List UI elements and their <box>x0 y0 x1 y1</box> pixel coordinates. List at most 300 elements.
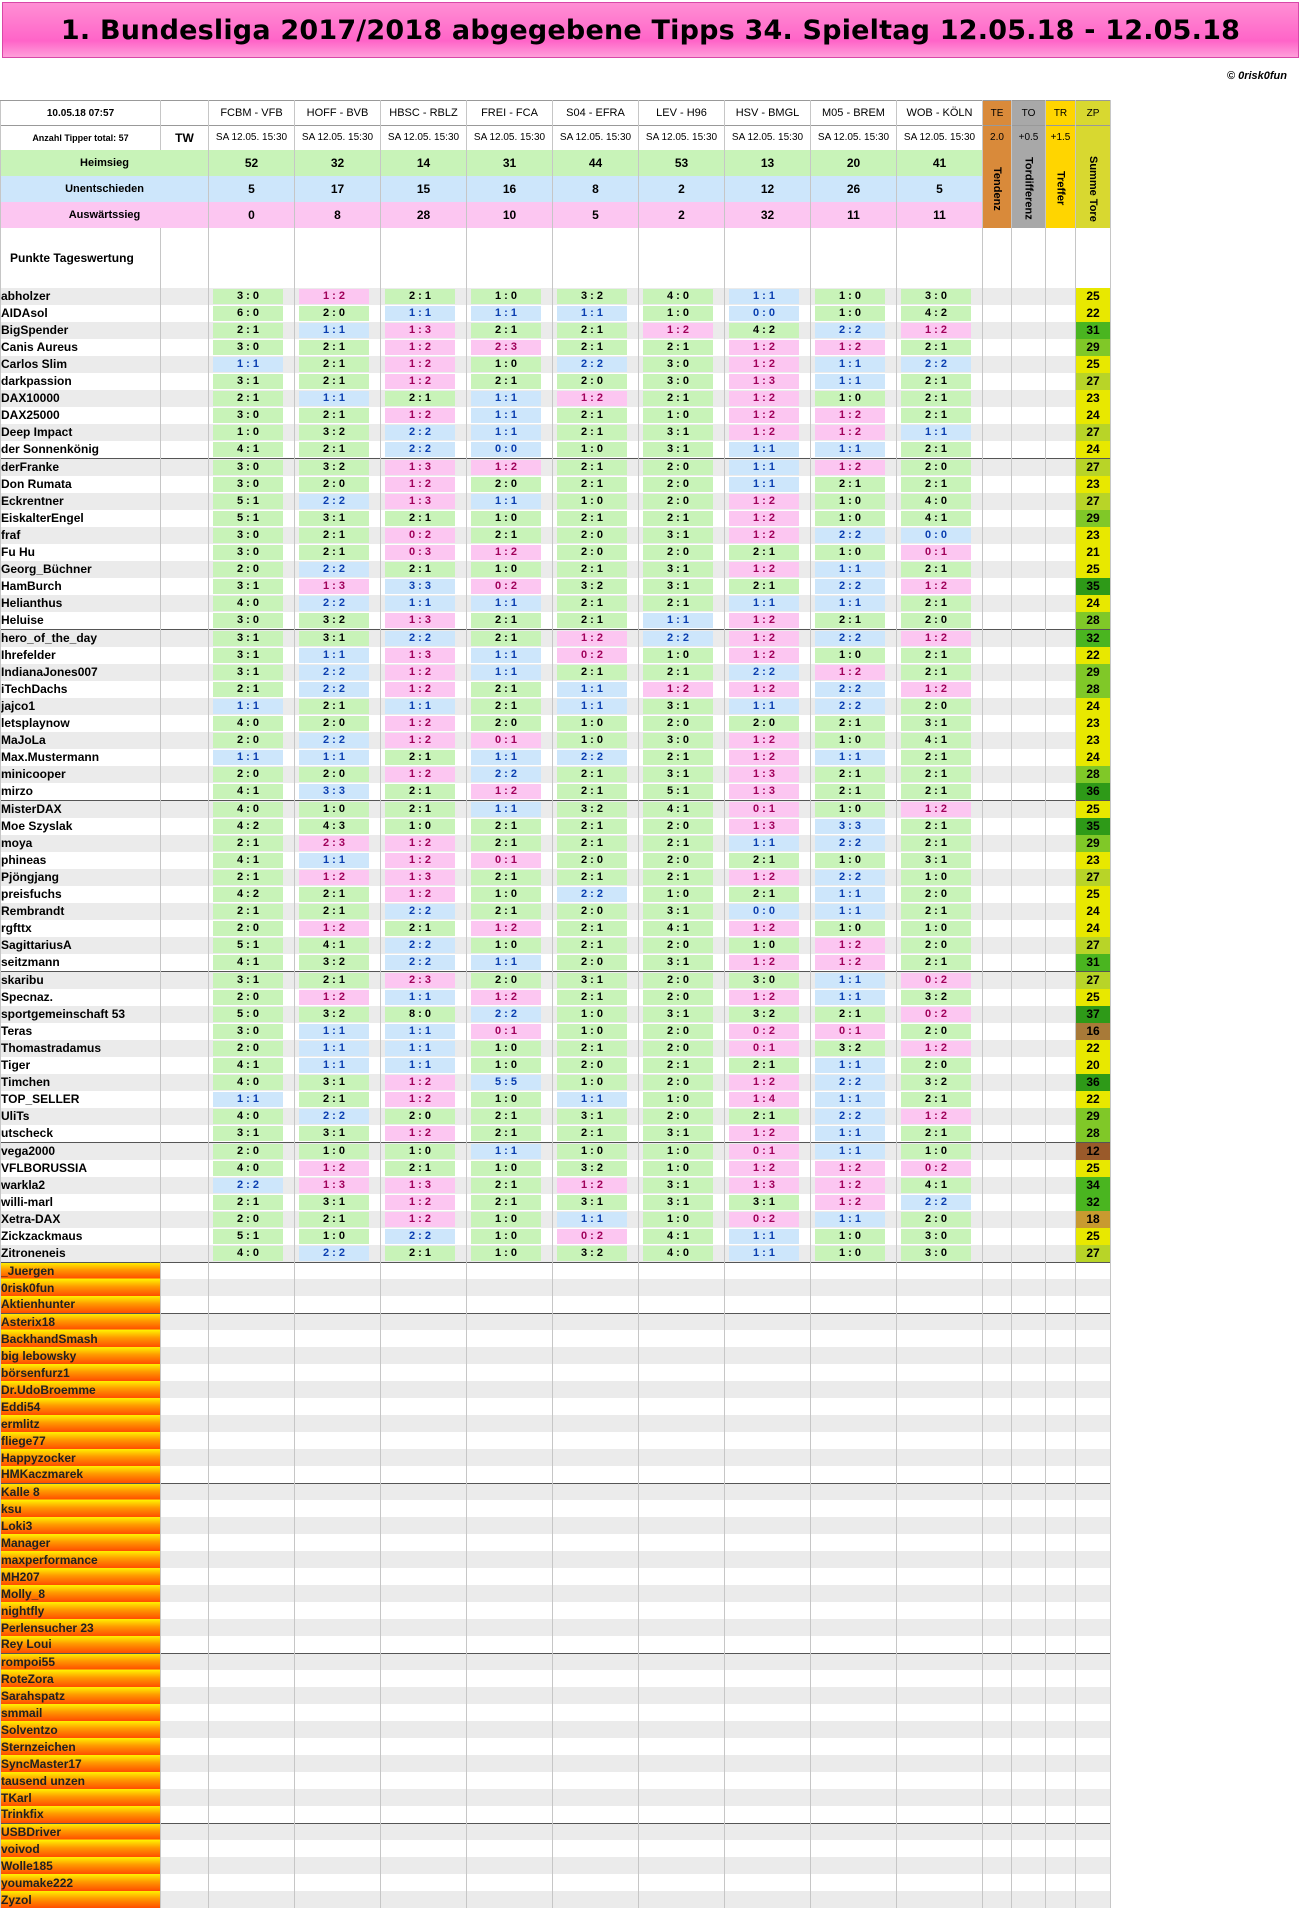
empty-cell <box>1046 1755 1076 1772</box>
tip-value: 4 : 0 <box>213 802 283 817</box>
tip-cell <box>639 1160 725 1177</box>
tip-value: 2 : 1 <box>815 716 885 731</box>
tip-cell <box>553 356 639 373</box>
tip-cell <box>639 1023 725 1040</box>
tip-value: 2 : 0 <box>213 562 283 577</box>
tip-cell <box>381 1228 467 1245</box>
empty-cell <box>983 1704 1012 1721</box>
empty-cell <box>639 1874 725 1891</box>
te-cell <box>983 1160 1012 1177</box>
tip-cell <box>295 629 381 647</box>
tip-cell <box>811 1074 897 1091</box>
tw-cell <box>161 835 209 852</box>
tip-cell <box>725 288 811 305</box>
empty-cell <box>983 1806 1012 1823</box>
tip-value: 1 : 1 <box>471 596 541 611</box>
tip-value: 2 : 1 <box>557 990 627 1005</box>
tip-value: 1 : 1 <box>729 477 799 492</box>
tip-cell <box>553 458 639 476</box>
tr-cell <box>1046 305 1076 322</box>
tip-value: 2 : 1 <box>557 425 627 440</box>
empty-cell <box>209 1806 295 1823</box>
empty-cell <box>295 1296 381 1313</box>
tr-cell <box>1046 886 1076 903</box>
empty-cell <box>381 1279 467 1296</box>
zp-sum: 36 <box>1076 783 1111 801</box>
empty-cell <box>897 1432 983 1449</box>
tip-value: 2 : 0 <box>901 887 971 902</box>
tip-value: 1 : 0 <box>901 870 971 885</box>
tip-value: 1 : 0 <box>643 648 713 663</box>
tip-cell <box>209 561 295 578</box>
tip-cell <box>381 561 467 578</box>
to-cell <box>1012 441 1046 459</box>
player-name: phineas <box>1 852 161 869</box>
empty-cell <box>295 1534 381 1551</box>
tip-value: 1 : 0 <box>299 802 369 817</box>
empty-cell <box>897 1840 983 1857</box>
tr-cell <box>1046 766 1076 783</box>
player-name: mirzo <box>1 783 161 801</box>
tw-cell <box>161 288 209 305</box>
empty-cell <box>897 1466 983 1483</box>
tip-cell <box>381 527 467 544</box>
to-cell <box>1012 527 1046 544</box>
tip-value: 1 : 0 <box>815 802 885 817</box>
tw-cell <box>161 732 209 749</box>
tip-value: 2 : 1 <box>299 528 369 543</box>
empty-cell <box>295 1415 381 1432</box>
tr-cell <box>1046 698 1076 715</box>
tip-value: 3 : 3 <box>299 784 369 799</box>
tip-cell <box>811 407 897 424</box>
tip-cell <box>811 510 897 527</box>
tip-cell <box>639 493 725 510</box>
tw-cell <box>161 1177 209 1194</box>
tip-cell <box>295 1228 381 1245</box>
non-tipper-row <box>1 1449 1111 1466</box>
tip-cell <box>811 903 897 920</box>
tip-cell <box>725 1228 811 1245</box>
tip-value: 3 : 0 <box>901 1229 971 1244</box>
tip-cell <box>209 578 295 595</box>
tip-value: 1 : 2 <box>385 887 455 902</box>
tip-value: 1 : 1 <box>729 289 799 304</box>
tip-cell <box>639 869 725 886</box>
tip-cell <box>467 424 553 441</box>
tip-value: 2 : 2 <box>729 665 799 680</box>
empty-cell <box>209 1653 295 1670</box>
tip-value: 3 : 3 <box>385 579 455 594</box>
te-cell <box>983 749 1012 766</box>
empty-cell <box>295 1602 381 1619</box>
empty-cell <box>639 1721 725 1738</box>
empty-cell <box>983 1398 1012 1415</box>
empty-cell <box>983 1619 1012 1636</box>
empty-cell <box>639 1262 725 1279</box>
empty-cell <box>811 1585 897 1602</box>
tip-value: 1 : 0 <box>815 1246 885 1261</box>
tip-cell <box>381 1177 467 1194</box>
empty-cell <box>1046 1619 1076 1636</box>
tip-value: 1 : 2 <box>729 955 799 970</box>
empty-cell <box>725 1755 811 1772</box>
tip-cell <box>639 647 725 664</box>
empty-cell <box>811 1500 897 1517</box>
empty-cell <box>811 1857 897 1874</box>
to-cell <box>1012 886 1046 903</box>
empty-cell <box>553 1262 639 1279</box>
tip-cell <box>811 373 897 390</box>
count-value: 5 <box>553 202 639 228</box>
player-row <box>1 544 1111 561</box>
empty-cell <box>1046 1381 1076 1398</box>
tip-cell <box>811 305 897 322</box>
to-cell <box>1012 835 1046 852</box>
empty-cell <box>467 1602 553 1619</box>
tip-cell <box>639 578 725 595</box>
to-cell <box>1012 749 1046 766</box>
player-row <box>1 971 1111 989</box>
empty-cell <box>553 1364 639 1381</box>
tip-cell <box>295 1125 381 1143</box>
tip-value: 2 : 3 <box>471 340 541 355</box>
tip-cell <box>467 1091 553 1108</box>
tip-value: 3 : 0 <box>213 460 283 475</box>
tip-value: 1 : 2 <box>643 323 713 338</box>
te-cell <box>983 681 1012 698</box>
tip-cell <box>295 1040 381 1057</box>
tip-value: 1 : 2 <box>557 391 627 406</box>
tip-value: 3 : 1 <box>643 699 713 714</box>
empty-cell <box>639 1653 725 1670</box>
te-cell <box>983 305 1012 322</box>
tip-cell <box>553 835 639 852</box>
empty-cell <box>209 1636 295 1653</box>
tip-value: 3 : 2 <box>901 990 971 1005</box>
player-row <box>1 561 1111 578</box>
tw-cell <box>161 1228 209 1245</box>
empty-cell <box>1046 1806 1076 1823</box>
tip-cell <box>381 424 467 441</box>
tip-value: 2 : 1 <box>901 477 971 492</box>
count-value: 41 <box>897 150 983 176</box>
empty-cell <box>639 1857 725 1874</box>
tip-cell <box>553 527 639 544</box>
to-cell <box>1012 1091 1046 1108</box>
tip-value: 1 : 0 <box>471 1246 541 1261</box>
tip-value: 1 : 1 <box>385 1058 455 1073</box>
tip-cell <box>467 715 553 732</box>
tip-value: 2 : 1 <box>557 460 627 475</box>
player-name: DAX10000 <box>1 390 161 407</box>
tip-value: 2 : 0 <box>557 853 627 868</box>
tip-cell <box>381 715 467 732</box>
tip-cell <box>897 800 983 818</box>
tip-cell <box>811 493 897 510</box>
tip-cell <box>811 424 897 441</box>
empty-cell <box>161 1517 209 1534</box>
player-name: Timchen <box>1 1074 161 1091</box>
tip-cell <box>639 322 725 339</box>
empty-cell <box>897 1823 983 1840</box>
empty-cell <box>381 1364 467 1381</box>
tip-cell <box>553 954 639 972</box>
tip-cell <box>381 749 467 766</box>
tip-value: 2 : 1 <box>901 408 971 423</box>
tip-value: 2 : 1 <box>643 836 713 851</box>
tip-value: 1 : 1 <box>815 442 885 457</box>
empty-cell <box>209 1449 295 1466</box>
tip-value: 0 : 1 <box>815 1024 885 1039</box>
empty-cell <box>983 1772 1012 1789</box>
empty-cell <box>1076 1466 1111 1483</box>
tip-value: 2 : 1 <box>729 1058 799 1073</box>
empty-cell <box>897 1313 983 1330</box>
tip-cell <box>209 835 295 852</box>
tip-value: 1 : 1 <box>299 1024 369 1039</box>
empty-cell <box>209 1823 295 1840</box>
non-tipper-row <box>1 1687 1111 1704</box>
tip-value: 1 : 1 <box>299 648 369 663</box>
tip-value: 3 : 2 <box>557 289 627 304</box>
match-time: SA 12.05. 15:30 <box>209 126 295 150</box>
tip-value: 3 : 1 <box>213 579 283 594</box>
tip-cell <box>381 852 467 869</box>
tip-cell <box>381 903 467 920</box>
empty-cell <box>209 1432 295 1449</box>
tip-cell <box>209 1125 295 1143</box>
empty-cell <box>811 1551 897 1568</box>
empty-cell <box>1046 1738 1076 1755</box>
empty-cell <box>725 1789 811 1806</box>
tip-value: 2 : 0 <box>299 477 369 492</box>
empty-cell <box>725 1585 811 1602</box>
tip-value: 2 : 1 <box>471 819 541 834</box>
match-teams: WOB - KÖLN <box>897 101 983 126</box>
empty-cell <box>1076 1619 1111 1636</box>
empty-cell <box>467 1296 553 1313</box>
empty-cell <box>209 1415 295 1432</box>
tip-cell <box>209 1245 295 1263</box>
to-cell <box>1012 458 1046 476</box>
tip-cell <box>811 1142 897 1160</box>
to-vertical-cell <box>1012 150 1046 228</box>
tip-cell <box>725 1057 811 1074</box>
tip-value: 3 : 0 <box>901 1246 971 1261</box>
tip-cell <box>725 886 811 903</box>
punkte-empty-cell <box>1012 228 1046 288</box>
empty-cell <box>295 1857 381 1874</box>
tip-cell <box>553 493 639 510</box>
tip-cell <box>811 612 897 630</box>
tip-cell <box>639 1194 725 1211</box>
tip-cell <box>209 1108 295 1125</box>
empty-cell <box>1046 1585 1076 1602</box>
tip-cell <box>639 373 725 390</box>
empty-cell <box>467 1279 553 1296</box>
empty-cell <box>553 1432 639 1449</box>
empty-cell <box>725 1449 811 1466</box>
tip-value: 3 : 2 <box>299 613 369 628</box>
tip-value: 2 : 1 <box>557 1126 627 1141</box>
punkte-empty-cell <box>1046 228 1076 288</box>
tip-value: 2 : 0 <box>643 973 713 988</box>
empty-cell <box>811 1636 897 1653</box>
empty-cell <box>983 1296 1012 1313</box>
tip-cell <box>639 989 725 1006</box>
empty-cell <box>983 1262 1012 1279</box>
tip-cell <box>209 1006 295 1023</box>
tip-cell <box>209 305 295 322</box>
tip-cell <box>639 664 725 681</box>
tip-value: 2 : 1 <box>471 699 541 714</box>
empty-cell <box>1046 1517 1076 1534</box>
player-name: nightfly <box>1 1602 161 1619</box>
empty-cell <box>983 1857 1012 1874</box>
tr-cell <box>1046 783 1076 801</box>
tip-cell <box>467 1006 553 1023</box>
match-teams: M05 - BREM <box>811 101 897 126</box>
tip-value: 0 : 1 <box>471 733 541 748</box>
empty-cell <box>553 1415 639 1432</box>
empty-cell <box>161 1262 209 1279</box>
empty-cell <box>983 1585 1012 1602</box>
count-value: 14 <box>381 150 467 176</box>
empty-cell <box>381 1483 467 1500</box>
non-tipper-row <box>1 1619 1111 1636</box>
tip-value: 1 : 0 <box>299 1144 369 1159</box>
player-row <box>1 527 1111 544</box>
tip-cell <box>209 800 295 818</box>
tip-value: 2 : 1 <box>557 511 627 526</box>
tip-cell <box>467 989 553 1006</box>
empty-cell <box>639 1500 725 1517</box>
tip-value: 2 : 1 <box>385 921 455 936</box>
match-time: SA 12.05. 15:30 <box>897 126 983 150</box>
empty-cell <box>1046 1874 1076 1891</box>
te-cell <box>983 989 1012 1006</box>
tip-value: 3 : 1 <box>901 716 971 731</box>
tip-cell <box>553 869 639 886</box>
tip-cell <box>725 1194 811 1211</box>
player-name: abholzer <box>1 288 161 305</box>
empty-cell <box>1076 1857 1111 1874</box>
empty-cell <box>897 1704 983 1721</box>
empty-cell <box>983 1500 1012 1517</box>
zp-sum: 25 <box>1076 288 1111 305</box>
tip-value: 2 : 0 <box>213 767 283 782</box>
empty-cell <box>983 1381 1012 1398</box>
to-cell <box>1012 390 1046 407</box>
te-cell <box>983 1057 1012 1074</box>
empty-cell <box>1076 1602 1111 1619</box>
tip-value: 3 : 1 <box>557 1195 627 1210</box>
tip-value: 2 : 1 <box>299 699 369 714</box>
player-name: MisterDAX <box>1 800 161 818</box>
tip-value: 1 : 2 <box>815 955 885 970</box>
tip-value: 4 : 0 <box>213 1161 283 1176</box>
empty-cell <box>639 1483 725 1500</box>
empty-cell <box>161 1279 209 1296</box>
tip-value: 1 : 0 <box>471 1058 541 1073</box>
tip-value: 4 : 2 <box>213 819 283 834</box>
te-cell <box>983 612 1012 630</box>
tip-value: 2 : 0 <box>557 1058 627 1073</box>
tip-value: 1 : 0 <box>385 1144 455 1159</box>
tip-value: 4 : 2 <box>901 306 971 321</box>
empty-cell <box>161 1789 209 1806</box>
tip-value: 3 : 1 <box>299 511 369 526</box>
tip-cell <box>725 1125 811 1143</box>
empty-cell <box>161 1755 209 1772</box>
tip-value: 3 : 1 <box>901 853 971 868</box>
tip-cell <box>897 356 983 373</box>
tip-value: 1 : 2 <box>385 374 455 389</box>
tip-cell <box>553 818 639 835</box>
tip-cell <box>811 989 897 1006</box>
tip-cell <box>725 1211 811 1228</box>
empty-cell <box>209 1551 295 1568</box>
tip-value: 4 : 0 <box>901 494 971 509</box>
tip-value: 3 : 3 <box>815 819 885 834</box>
empty-cell <box>639 1551 725 1568</box>
empty-cell <box>725 1296 811 1313</box>
empty-cell <box>295 1500 381 1517</box>
te-cell <box>983 322 1012 339</box>
te-cell <box>983 1074 1012 1091</box>
tip-value: 1 : 2 <box>385 1126 455 1141</box>
tip-value: 2 : 1 <box>815 1007 885 1022</box>
tip-cell <box>467 903 553 920</box>
player-name: Asterix18 <box>1 1313 161 1330</box>
empty-cell <box>1076 1330 1111 1347</box>
tip-value: 4 : 1 <box>213 853 283 868</box>
te-cell <box>983 493 1012 510</box>
tip-value: 1 : 1 <box>385 596 455 611</box>
player-name: Solventzo <box>1 1721 161 1738</box>
tip-cell <box>553 1006 639 1023</box>
tr-cell <box>1046 715 1076 732</box>
tip-cell <box>639 1228 725 1245</box>
empty-cell <box>983 1874 1012 1891</box>
tip-value: 1 : 0 <box>815 1229 885 1244</box>
empty-cell <box>295 1330 381 1347</box>
empty-cell <box>1046 1704 1076 1721</box>
player-row <box>1 698 1111 715</box>
tip-cell <box>381 578 467 595</box>
te-vertical-label: Tendenz <box>991 166 1003 211</box>
to-cell <box>1012 1211 1046 1228</box>
tip-value: 2 : 1 <box>471 904 541 919</box>
tip-value: 1 : 1 <box>815 1092 885 1107</box>
tip-cell <box>553 920 639 937</box>
empty-cell <box>295 1891 381 1908</box>
player-name: Max.Mustermann <box>1 749 161 766</box>
empty-cell <box>1046 1857 1076 1874</box>
tip-value: 2 : 1 <box>557 596 627 611</box>
tip-cell <box>725 715 811 732</box>
tip-value: 2 : 0 <box>557 955 627 970</box>
tip-cell <box>897 1091 983 1108</box>
tip-cell <box>467 578 553 595</box>
tip-value: 2 : 2 <box>815 579 885 594</box>
tip-cell <box>897 954 983 972</box>
tip-value: 4 : 0 <box>213 1246 283 1261</box>
empty-cell <box>1012 1313 1046 1330</box>
empty-cell <box>897 1279 983 1296</box>
tip-cell <box>381 954 467 972</box>
